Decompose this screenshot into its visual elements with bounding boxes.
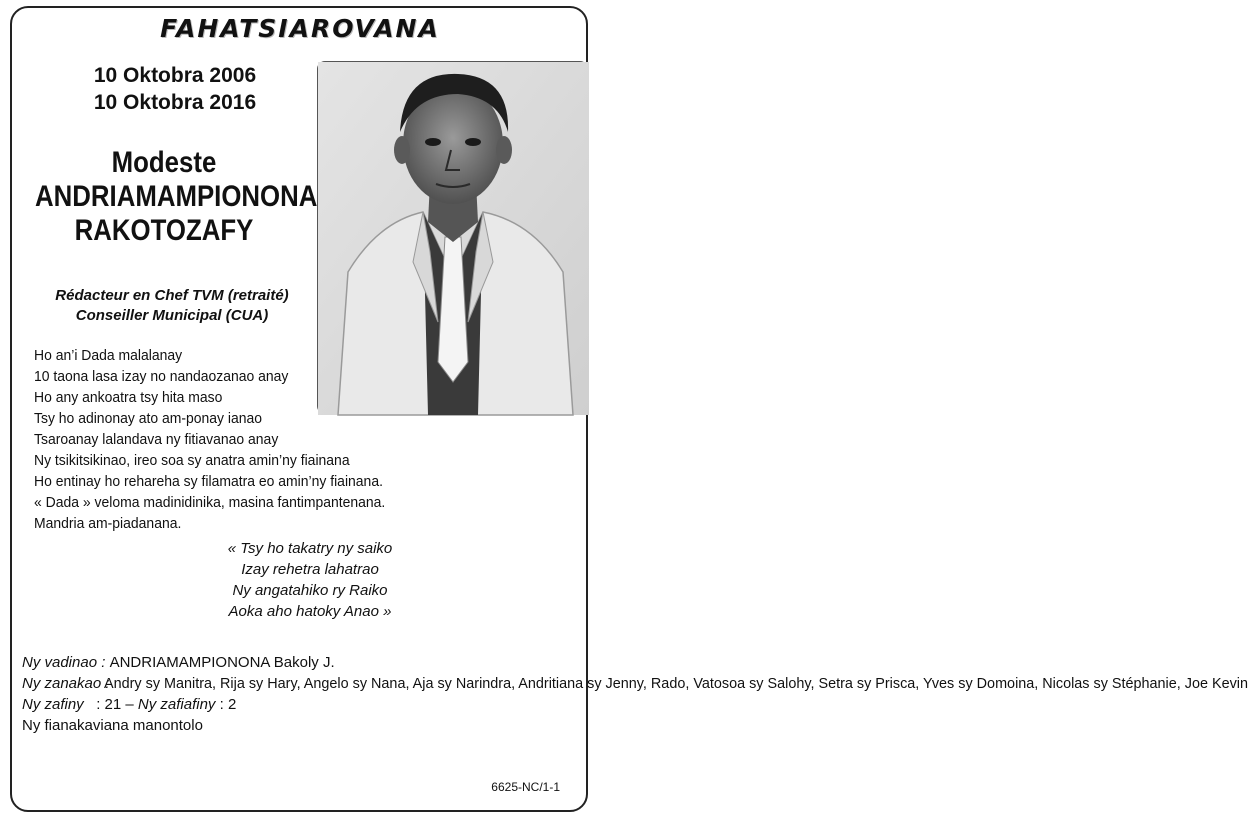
- first-name: Modeste: [111, 146, 217, 179]
- date-line: 10 Oktobra 2006: [93, 64, 257, 87]
- grandchildren-row: [22, 694, 592, 715]
- deceased-name: [35, 146, 318, 248]
- grandchildren-value: : 21 –: [96, 696, 134, 713]
- poem-line: Ho an’i Dada malalanay: [34, 347, 183, 364]
- closing-row: [22, 715, 592, 736]
- role-line: Conseiller Municipal (CUA): [75, 307, 269, 324]
- memorial-dates: [40, 62, 310, 116]
- surname-line-1: ANDRIAMAMPIONONA: [35, 180, 318, 213]
- quote-line: Ny angatahiko ry Raiko: [232, 582, 388, 599]
- poem-line: Ho entinay ho rehareha sy filamatra eo amin’ny fiainana.: [34, 473, 383, 490]
- quote-line: Aoka aho hatoky Anao »: [228, 603, 392, 620]
- role-line: Rédacteur en Chef TVM (retraité): [55, 287, 289, 304]
- surname-line-2: RAKOTOZAFY: [74, 214, 254, 247]
- reference-code: 6625-NC/1-1: [491, 780, 560, 794]
- quote-verse: [160, 538, 460, 622]
- poem-line: Tsy ho adinonay ato am-ponay ianao: [34, 410, 263, 427]
- children-row: [22, 673, 1248, 694]
- spouse-value: ANDRIAMAMPIONONA Bakoly J.: [109, 654, 335, 671]
- poem-line: 10 taona lasa izay no nandaozanao anay: [34, 368, 289, 385]
- quote-line: Izay rehetra lahatrao: [241, 561, 379, 578]
- great-grandchildren-label: Ny zafiafiny: [137, 696, 216, 713]
- date-line: 10 Oktobra 2016: [93, 91, 257, 114]
- poem-line: Tsaroanay lalandava ny fitiavanao anay: [34, 431, 279, 448]
- closing-text: Ny fianakaviana manontolo: [22, 717, 203, 734]
- children-label: Ny zanakao :: [22, 675, 110, 692]
- roles: [22, 286, 322, 326]
- quote-line: « Tsy ho takatry ny saiko: [227, 540, 393, 557]
- poem-line: Ny tsikitsikinao, ireo soa sy anatra amin’ny fiainana: [34, 452, 350, 469]
- notice-title: FAHATSIAROVANA: [160, 14, 440, 43]
- children-value: Andry sy Manitra, Rija sy Hary, Angelo sy Nana, Aja sy Narindra, Andritiana sy Jenny, Rado, Vatosoa sy Salohy, Setra sy Prisca, Yves sy Domoina, Nicolas sy Stéphanie, Joe Kevin: [104, 675, 1248, 692]
- spouse-row: [22, 652, 592, 673]
- poem-text: [34, 345, 499, 534]
- family-list: [22, 652, 1248, 736]
- poem-line: Ho any ankoatra tsy hita maso: [34, 389, 223, 406]
- poem-line: « Dada » veloma madinidinika, masina fantimpantenana.: [34, 494, 386, 511]
- grandchildren-label: Ny zafiny: [22, 696, 84, 713]
- poem-line: Mandria am-piadanana.: [34, 515, 182, 532]
- great-grandchildren-value: : 2: [219, 696, 237, 713]
- spouse-label: Ny vadinao :: [22, 654, 106, 671]
